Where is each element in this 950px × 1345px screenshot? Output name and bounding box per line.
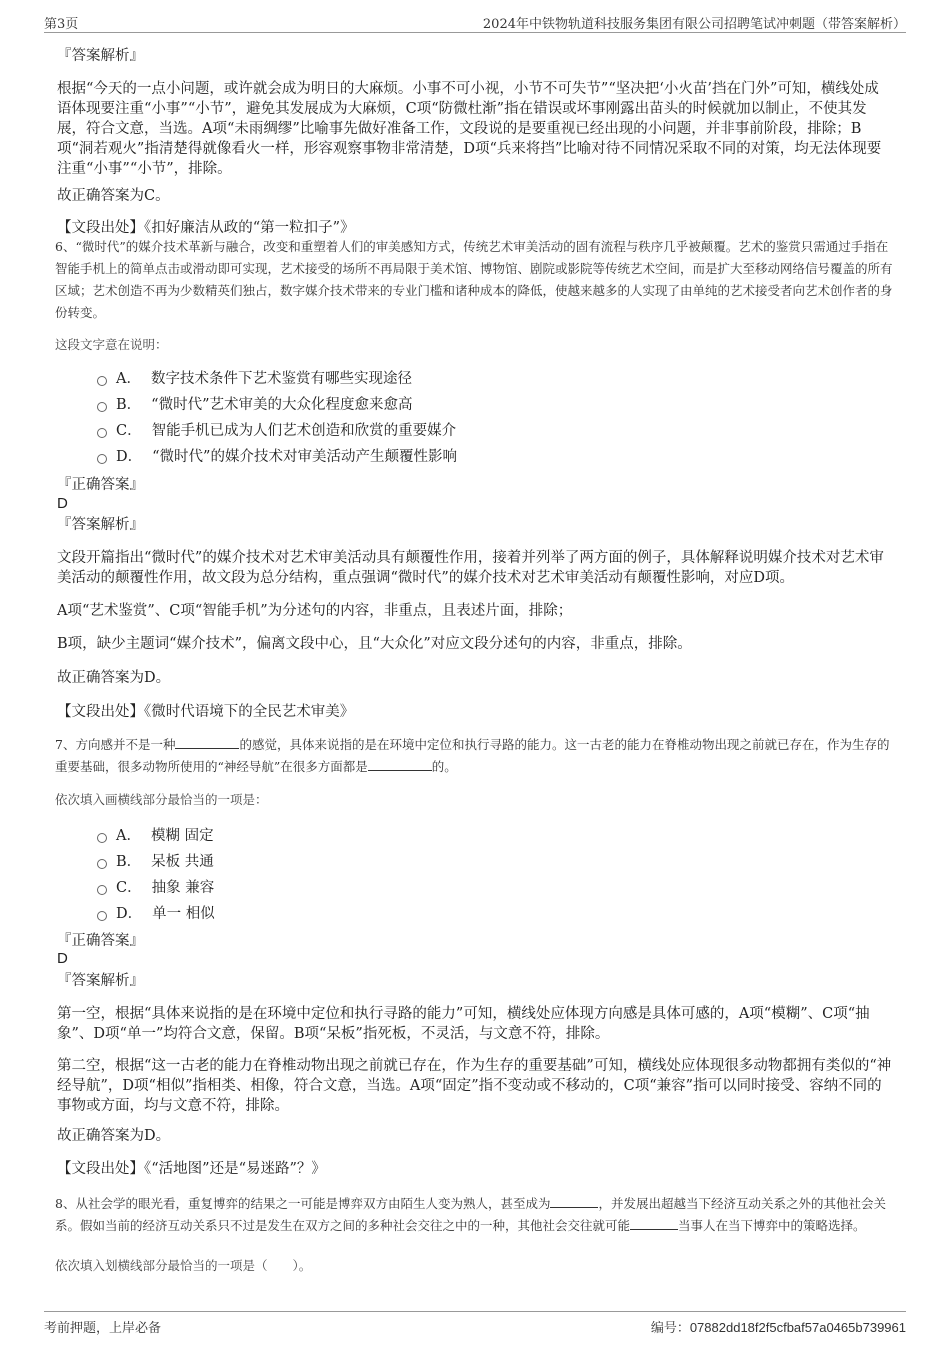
- correct-answer-heading: 『正确答案』: [57, 477, 144, 493]
- question-7-option-c[interactable]: [97, 879, 214, 897]
- option-text: 模糊 固定: [150, 828, 214, 844]
- option-letter: C．: [116, 423, 142, 439]
- blank-line: [368, 758, 432, 771]
- conclusion: 故正确答案为C。: [57, 188, 170, 204]
- page-footer: [44, 1311, 906, 1338]
- analysis-heading: 『答案解析』: [57, 517, 144, 533]
- option-text: “微时代”的媒介技术对审美活动产生颠覆性影响: [152, 449, 457, 465]
- question-6-option-d[interactable]: [97, 448, 457, 466]
- radio-button[interactable]: [97, 428, 107, 438]
- blank-line: [630, 1217, 678, 1230]
- analysis-paragraph: 文段开篇指出“微时代”的媒介技术对艺术审美活动具有颠覆性作用，接着并列举了两方面的例子，具体解释说明媒介技术对艺术审美活动的颠覆性作用，故文段为总分结构，重点强调“微时代”的媒介技术对艺术审美活动有颠覆性影响，对应D项。: [57, 550, 884, 586]
- option-letter: D．: [116, 906, 143, 922]
- analysis-heading: 『答案解析』: [57, 973, 144, 989]
- question-8-stem: 8、从社会学的眼光看，重复博弈的结果之一可能是博弈双方由陌生人变为熟人，甚至成为 ，并发展出超越当下经济互动关系之外的其他社会关系。假如当前的经济互动关系只不过是发生在双方之间的多种社会交往之中的一种，其他社会交往就可能 当事人在当下博弈中的策略选择。: [55, 1196, 886, 1233]
- question-7-option-d[interactable]: [97, 905, 215, 923]
- analysis-heading: 『答案解析』: [57, 48, 144, 64]
- analysis-paragraph: 第二空，根据“这一古老的能力在脊椎动物出现之前就已存在，作为生存的重要基础”可知，横线处应体现很多动物都拥有类似的“神经导航”，D项“相似”指相类、相像，符合文意，当选。A项“固定”指不变动或不移动的，C项“兼容”指可以同时接受、容纳不同的事物或方面，均与文意不符，排除。: [57, 1058, 892, 1114]
- option-letter: B．: [116, 397, 142, 413]
- radio-button[interactable]: [97, 911, 107, 921]
- correct-answer: D: [57, 950, 68, 967]
- source-note: 【文段出处】《“活地图”还是“易迷路”？》: [57, 1161, 326, 1177]
- question-7-stem: 7、方向感并不是一种 的感觉，具体来说指的是在环境中定位和执行寻路的能力。这一古老的能力在脊椎动物出现之前就已存在，作为生存的重要基础，很多动物所使用的“神经导航”在很多方面都是 的。: [55, 737, 890, 774]
- radio-button[interactable]: [97, 402, 107, 412]
- question-6-option-b[interactable]: [97, 396, 412, 414]
- blank-line: [550, 1195, 598, 1208]
- option-text: 智能手机已成为人们艺术创造和欣赏的重要媒介: [151, 423, 457, 439]
- source-note: 【文段出处】《微时代语境下的全民艺术审美》: [57, 704, 355, 720]
- question-6-option-c[interactable]: [97, 422, 456, 440]
- conclusion: 故正确答案为D。: [57, 1128, 171, 1144]
- question-6-prompt: 这段文字意在说明：: [55, 337, 168, 352]
- option-letter: A．: [116, 828, 141, 844]
- question-7-prompt: 依次填入画横线部分最恰当的一项是：: [55, 792, 268, 807]
- page-number: 第3页: [44, 17, 79, 32]
- analysis-text: 根据“今天的一点小问题，或许就会成为明日的大麻烦。小事不可小视，小节不可失节”“坚决把‘小火苗’挡在门外”可知，横线处成语体现要注重“小事”“小节”，避免其发展成为大麻烦，C项“防微杜渐”指在错误或坏事刚露出苗头的时候就加以制止，不使其发展，符合文意，当选。A项“未雨绸缪”比喻事先做好准备工作，文段说的是要重视已经出现的小问题，并非事前阶段，排除；B项“洞若观火”指清楚得就像看火一样，形容观察事物非常清楚，D项“兵来将挡”比喻对待不同情况采取不同的对策，均无法体现要注重“小事”“小节”，排除。: [57, 81, 882, 177]
- option-letter: C．: [116, 880, 142, 896]
- option-letter: B．: [116, 854, 142, 870]
- question-6-stem: 6、“微时代”的媒介技术革新与融合，改变和重塑着人们的审美感知方式，传统艺术审美活动的固有流程与秩序几乎被颠覆。艺术的鉴赏只需通过手指在智能手机上的简单点击或滑动即可实现，艺术接受的场所不再局限于美术馆、博物馆、剧院或影院等传统艺术空间，而是扩大至移动网络信号覆盖的所有区域；艺术创造不再为少数精英们独占，数字媒介技术带来的专业门槛和诸种成本的降低，使越来越多的人实现了由单纯的艺术接受者向艺术创作者的身份转变。: [55, 239, 893, 320]
- footer-slogan: 考前押题，上岸必备: [44, 1321, 162, 1336]
- analysis-paragraph: B项，缺少主题词“媒介技术”，偏离文段中心，且“大众化”对应文段分述句的内容，非重点，排除。: [57, 636, 692, 652]
- radio-button[interactable]: [97, 859, 107, 869]
- source-note: 【文段出处】《扣好廉洁从政的“第一粒扣子”》: [57, 220, 355, 236]
- radio-button[interactable]: [97, 885, 107, 895]
- page-header: [44, 10, 906, 33]
- blank-line: [175, 736, 239, 749]
- document-code: 编号：07882dd18f2f5cfbaf57a0465b739961: [650, 1320, 906, 1335]
- question-6-option-a[interactable]: [97, 370, 412, 388]
- option-letter: A．: [116, 371, 141, 387]
- analysis-paragraph: 第一空，根据“具体来说指的是在环境中定位和执行寻路的能力”可知，横线处应体现方向感是具体可感的，A项“模糊”、C项“抽象”、D项“单一”均符合文意，保留。B项“呆板”指死板，不灵活，与文意不符，排除。: [57, 1006, 870, 1042]
- option-text: 抽象 兼容: [151, 880, 215, 896]
- question-8-prompt: 依次填入划横线部分最恰当的一项是（ ）。: [55, 1258, 312, 1273]
- document-title: 2024年中铁物轨道科技服务集团有限公司招聘笔试冲刺题（带答案解析）: [482, 17, 906, 32]
- analysis-paragraph: A项“艺术鉴赏”、C项“智能手机”为分述句的内容，非重点，且表述片面，排除；: [57, 603, 573, 619]
- option-text: 单一 相似: [152, 906, 215, 922]
- option-letter: D．: [116, 449, 143, 465]
- correct-answer-heading: 『正确答案』: [57, 933, 144, 949]
- radio-button[interactable]: [97, 376, 107, 386]
- conclusion: 故正确答案为D。: [57, 670, 171, 686]
- correct-answer: D: [57, 495, 68, 512]
- option-text: 呆板 共通: [151, 854, 214, 870]
- question-7-option-b[interactable]: [97, 853, 214, 871]
- option-text: 数字技术条件下艺术鉴赏有哪些实现途径: [150, 371, 412, 387]
- question-7-option-a[interactable]: [97, 827, 214, 845]
- radio-button[interactable]: [97, 833, 107, 843]
- radio-button[interactable]: [97, 454, 107, 464]
- option-text: “微时代”艺术审美的大众化程度愈来愈高: [151, 397, 413, 413]
